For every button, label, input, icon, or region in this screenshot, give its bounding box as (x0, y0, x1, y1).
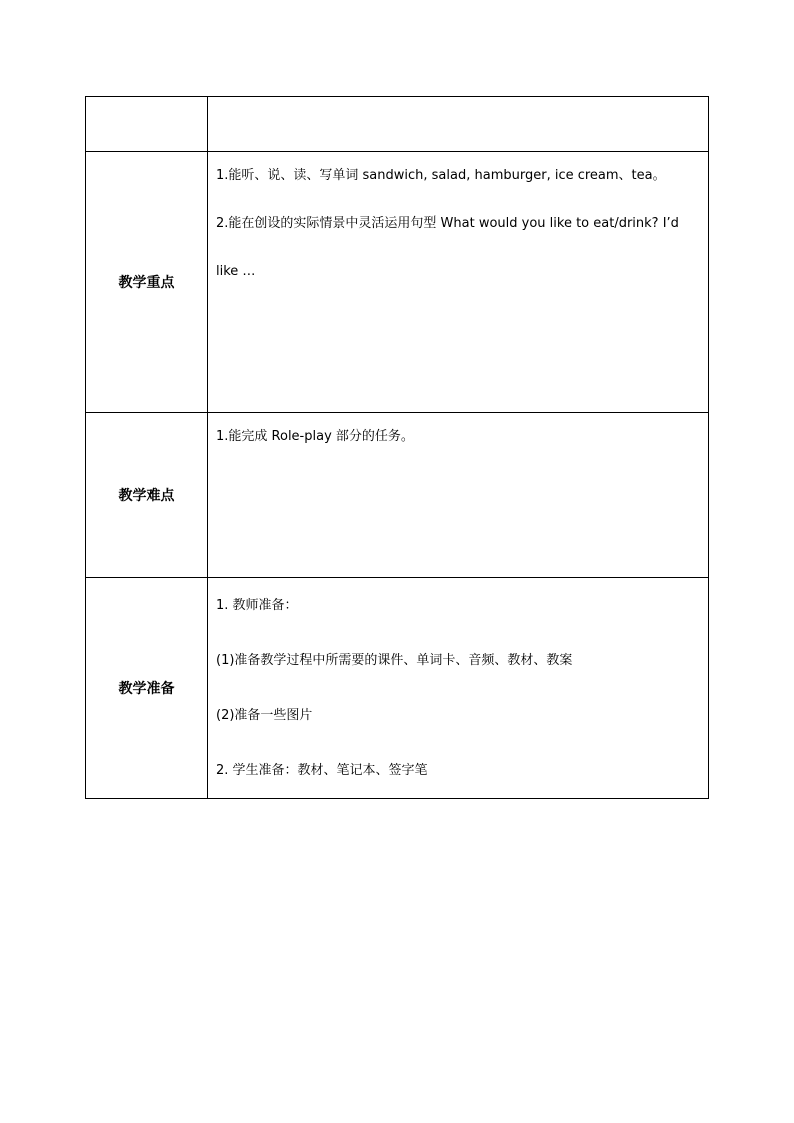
row-content (208, 97, 709, 152)
table-row (86, 413, 709, 578)
preparation-line-3: (2)准备一些图片 (216, 708, 313, 723)
row-label-key-points: 教学重点 (86, 152, 208, 413)
difficulties-content (208, 413, 709, 578)
row-label-difficulties: 教学难点 (86, 413, 208, 578)
row-label-preparation: 教学准备 (86, 578, 208, 799)
table-row (86, 152, 709, 413)
preparation-line-4: 2. 学生准备：教材、笔记本、签字笔 (216, 763, 428, 778)
preparation-line-1: 1. 教师准备： (216, 598, 298, 613)
table-row (86, 97, 709, 152)
key-point-2: 2.能在创设的实际情景中灵活运用句型 What would you like to eat/drink? I’d like … (216, 216, 679, 279)
preparation-line-2: (1)准备教学过程中所需要的课件、单词卡、音频、教材、教案 (216, 653, 573, 668)
lesson-plan-table (85, 96, 709, 799)
key-points-content (208, 152, 709, 413)
row-label (86, 97, 208, 152)
key-point-1: 1.能听、说、读、写单词 sandwich, salad, hamburger, ice cream、tea。 (216, 168, 666, 183)
difficulty-1: 1.能完成 Role-play 部分的任务。 (216, 429, 414, 444)
preparation-content (208, 578, 709, 799)
table-row (86, 578, 709, 799)
